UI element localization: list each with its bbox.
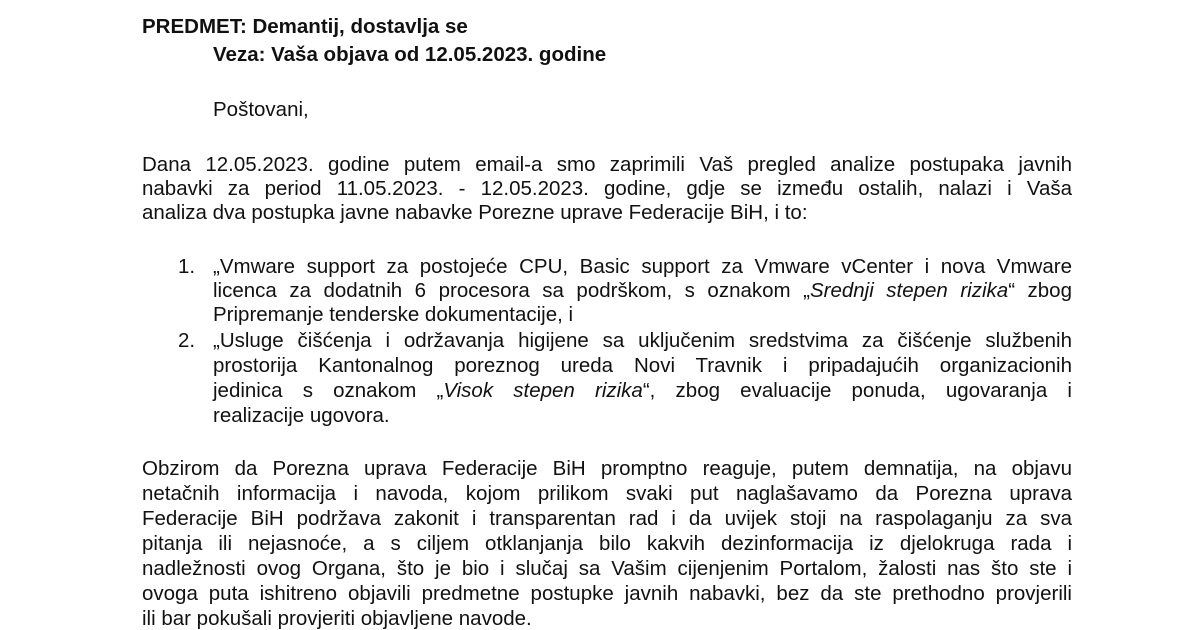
greeting: Poštovani, [213, 98, 309, 121]
item-2-risk-label: Visok stepen rizika [443, 379, 643, 402]
closing-line-1: Obzirom da Porezna uprava Federacije BiH promptno reaguje, putem demnatija, na objavu [142, 457, 1072, 480]
subject-line: PREDMET: Demantij, dostavlja se [142, 15, 468, 38]
item-2-line-3-pre: jedinica s oznakom „ [213, 379, 444, 402]
item-1-line-2-post: “ zbog [1008, 279, 1072, 302]
closing-line-6: ovoga puta ishitreno objavili predmetne postupke javnih nabavki, bez da ste prethodno provjerili [142, 582, 1072, 605]
closing-line-3: Federacije BiH podržava zakonit i transparentan rad i da uvijek stoji na raspolaganju za sva [142, 507, 1072, 530]
intro-line-3: analiza dva postupka javne nabavke Porezne uprave Federacije BiH, i to: [142, 201, 808, 224]
item-2-line-1: „Usluge čišćenja i održavanja higijene sa uključenim sredstvima za čišćenje službenih [213, 329, 1072, 352]
item-2-line-4: realizacije ugovora. [213, 404, 390, 427]
intro-line-2: nabavki za period 11.05.2023. - 12.05.2023. godine, gdje se između ostalih, nalazi i Vaša [142, 177, 1072, 200]
item-1-line-2 [213, 278, 1072, 304]
item-2-line-3-post: “, zbog evaluacije ponuda, ugovaranja i [642, 379, 1072, 402]
item-1-risk-label: Srednji stepen rizika [809, 279, 1009, 302]
closing-line-7: ili bar pokušali provjeriti objavljene navode. [142, 607, 532, 630]
closing-line-4: pitanja ili nejasnoće, a s ciljem otklanjanja bilo kakvih dezinformacija iz djelokruga rada i [142, 532, 1072, 555]
reference-line: Veza: Vaša objava od 12.05.2023. godine [213, 43, 607, 66]
item-2-line-2: prostorija Kantonalnog poreznog ureda Novi Travnik i pripadajućih organizacionih [213, 354, 1072, 377]
list-number-1: 1. [178, 255, 196, 278]
item-2-line-3 [213, 378, 1072, 404]
closing-line-2: netačnih informacija i navoda, kojom prilikom svaki put naglašavamo da Porezna uprava [142, 482, 1072, 505]
list-number-2: 2. [178, 329, 196, 352]
intro-line-1: Dana 12.05.2023. godine putem email-a smo zaprimili Vaš pregled analize postupaka javnih [142, 153, 1072, 176]
item-1-line-2-pre: licenca za dodatnih 6 procesora sa podrškom, s oznakom „ [213, 279, 810, 302]
item-1-line-3: Pripremanje tenderske dokumentacije, i [213, 303, 574, 326]
closing-line-5: nadležnosti ovog Organa, što je bio i slučaj sa Vašim cijenjenim Portalom, žalosti nas što ste i [142, 557, 1072, 580]
item-1-line-1: „Vmware support za postojeće CPU, Basic support za Vmware vCenter i nova Vmware [213, 255, 1072, 278]
